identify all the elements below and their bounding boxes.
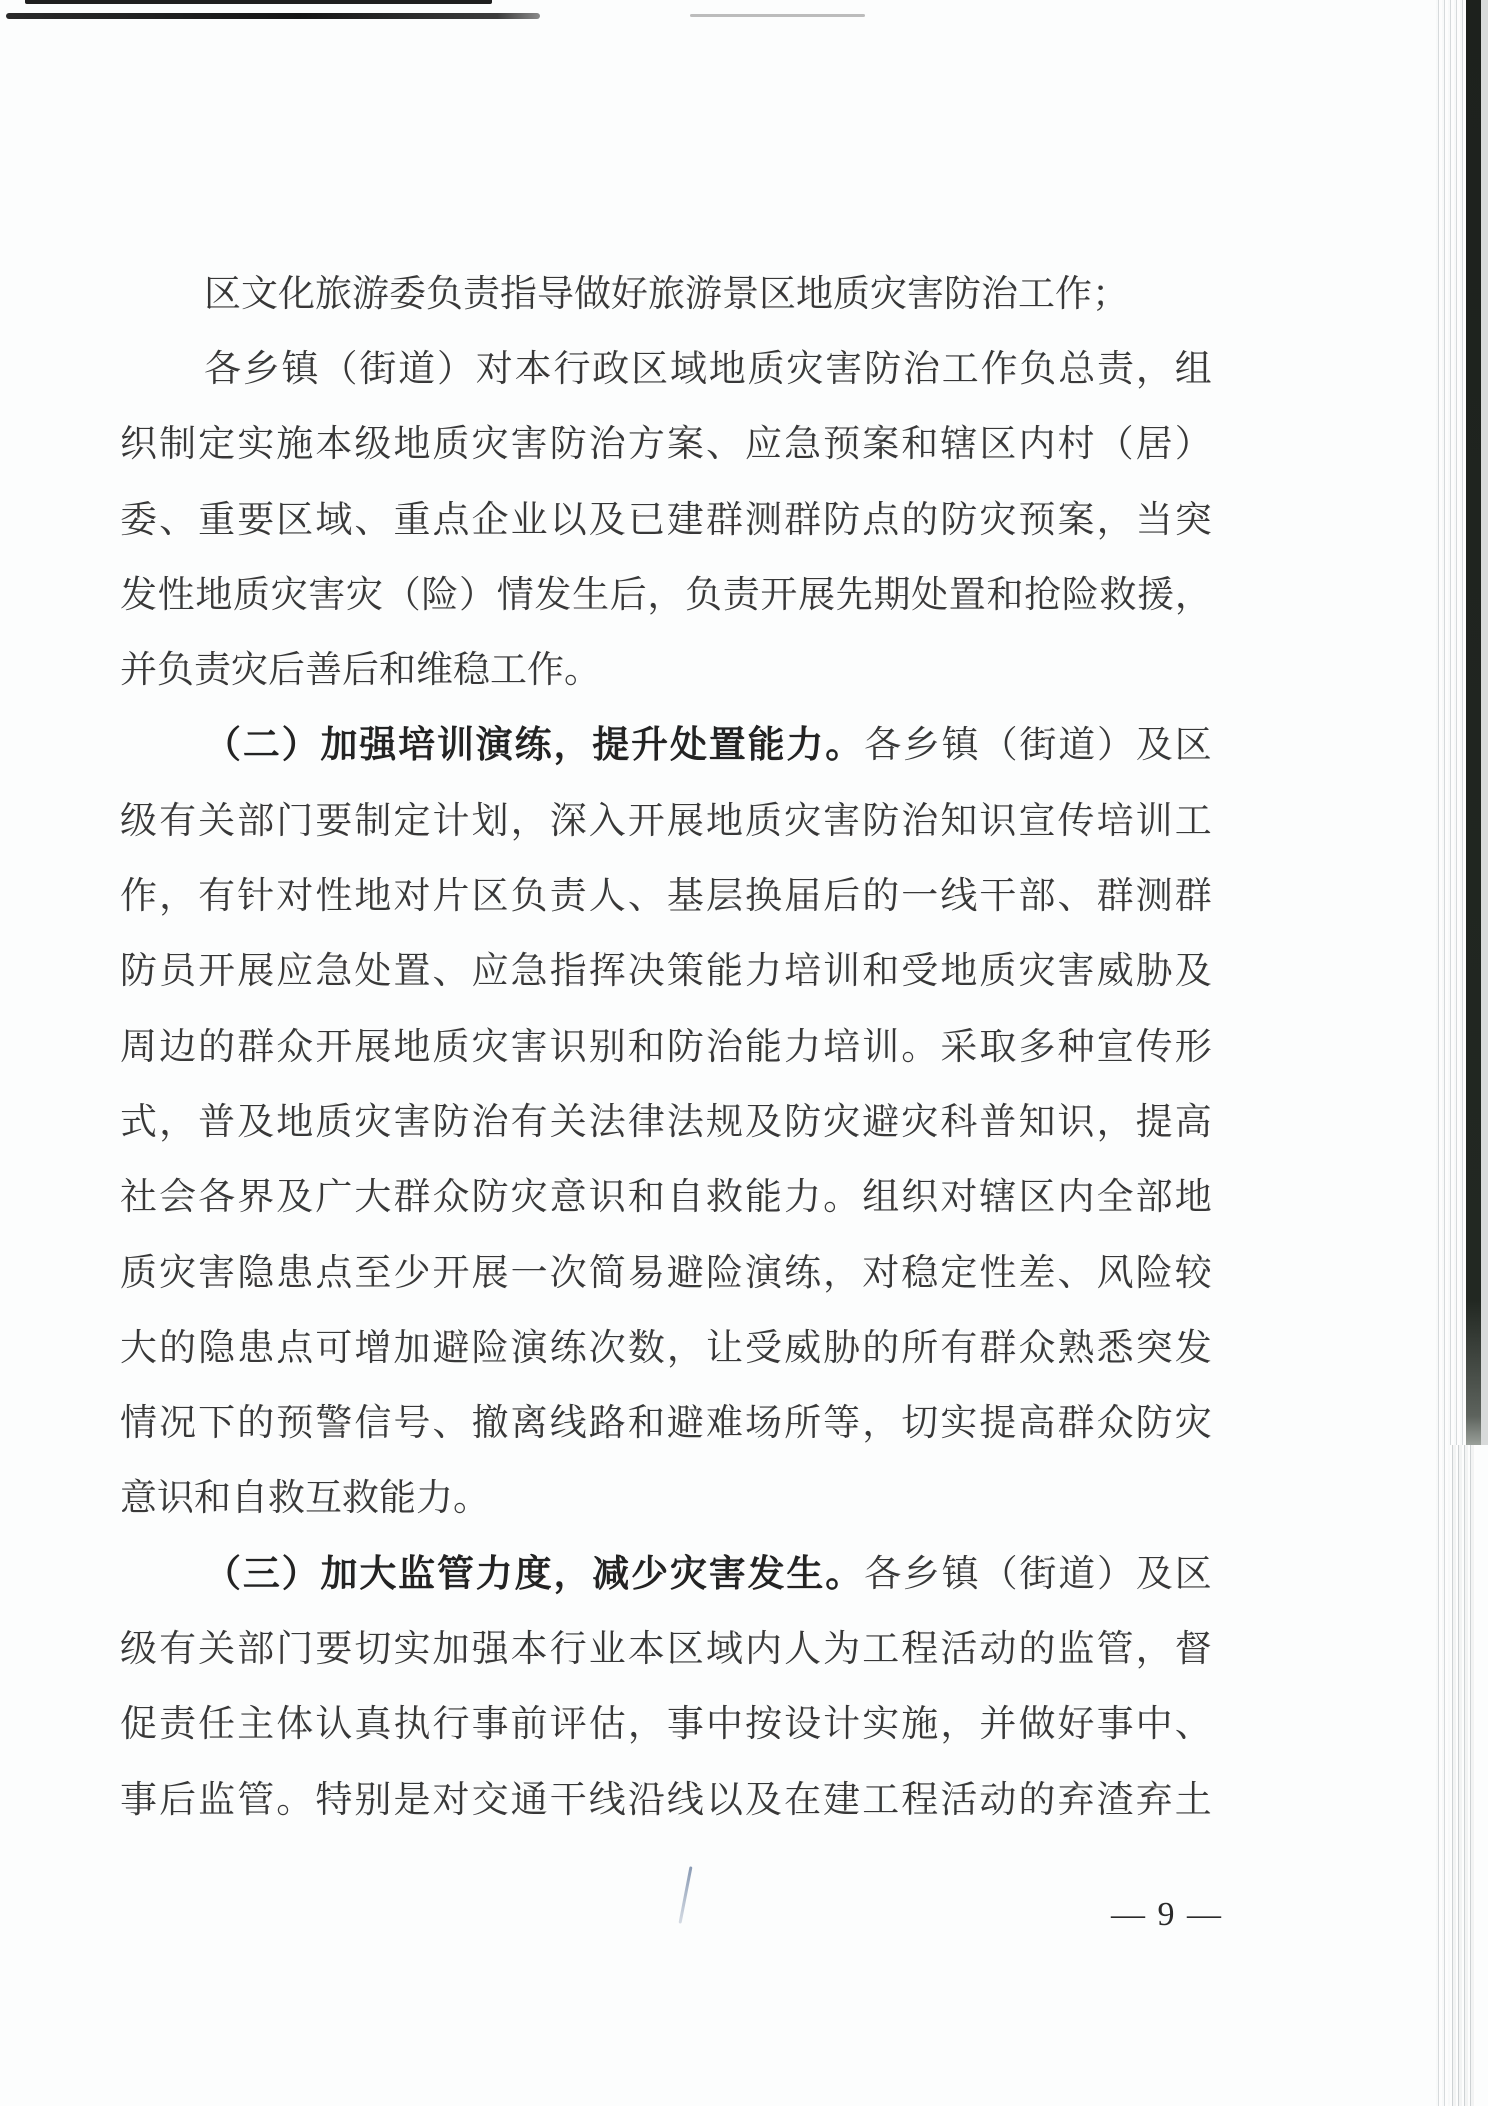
text-line: 情 况 下 的 预 警 信 号 、 撤 离 线 路 和 避 难 场 所 等 ， 切 实 提 高 群 众 防 灾 xyxy=(120,1403,1212,1445)
scan-page-edge-streaks-lower xyxy=(1450,1445,1476,2106)
text-line: 质 灾 害 隐 患 点 至 少 开 展 一 次 简 易 避 险 演 练 ， 对 稳 定 性 差 、 风 险 较 xyxy=(120,1252,1212,1294)
text-line: 级 有 关 部 门 要 切 实 加 强 本 行 业 本 区 域 内 人 为 工 程 活 动 的 监 管 ， 督 xyxy=(120,1628,1212,1670)
text-line: 各 乡 镇 （ 街 道 ） 对 本 行 政 区 域 地 质 灾 害 防 治 工 作 负 总 责 ， 组 xyxy=(204,348,1212,390)
text-line: 织 制 定 实 施 本 级 地 质 灾 害 防 治 方 案 、 应 急 预 案 和 辖 区 内 村 （ 居 ） xyxy=(120,424,1212,466)
text-line: 防 员 开 展 应 急 处 置 、 应 急 指 挥 决 策 能 力 培 训 和 受 地 质 灾 害 威 胁 及 xyxy=(120,951,1212,993)
text-line: 促 责 任 主 体 认 真 执 行 事 前 评 估 ， 事 中 按 设 计 实 施 ， 并 做 好 事 中 、 xyxy=(120,1704,1212,1746)
text-line: 式 ， 普 及 地 质 灾 害 防 治 有 关 法 律 法 规 及 防 灾 避 灾 科 普 知 识 ， 提 高 xyxy=(120,1101,1212,1143)
text-line: 并 负 责 灾 后 善 后 和 维 稳 工 作 。 xyxy=(120,650,601,692)
text-line: 区 文 化 旅 游 委 负 责 指 导 做 好 旅 游 景 区 地 质 灾 害 防 治 工 作 ； xyxy=(204,273,1129,315)
text-line: 事 后 监 管 。 特 别 是 对 交 通 干 线 沿 线 以 及 在 建 工 程 活 动 的 弃 渣 弃 土 xyxy=(120,1779,1212,1821)
scan-artifact-top-edge-line xyxy=(25,0,492,4)
scan-right-edge-strip xyxy=(1481,0,1488,1445)
text-line: 周 边 的 群 众 开 展 地 质 灾 害 识 别 和 防 治 能 力 培 训 。 采 取 多 种 宣 传 形 xyxy=(120,1026,1212,1068)
page-number: — 9 — xyxy=(1111,1896,1223,1933)
scan-artifact-top-line xyxy=(6,13,540,19)
text-line: （ 三 ） 加 大 监 管 力 度 ， 减 少 灾 害 发 生 。 各 乡 镇 （ 街 道 ） 及 区 xyxy=(204,1553,1212,1595)
text-line: 委 、 重 要 区 域 、 重 点 企 业 以 及 已 建 群 测 群 防 点 的 防 灾 预 案 ， 当 突 xyxy=(120,499,1212,541)
text-line: 级 有 关 部 门 要 制 定 计 划 ， 深 入 开 展 地 质 灾 害 防 治 知 识 宣 传 培 训 工 xyxy=(120,800,1212,842)
scan-artifact-top-line-faint xyxy=(690,14,865,17)
document-body-text xyxy=(120,252,1212,1833)
text-line: 作 ， 有 针 对 性 地 对 片 区 负 责 人 、 基 层 换 届 后 的 一 线 干 部 、 群 测 群 xyxy=(120,876,1212,918)
text-line: 意 识 和 自 救 互 救 能 力 。 xyxy=(120,1478,490,1520)
scan-book-spine-shadow xyxy=(1466,0,1481,1445)
text-line: （ 二 ） 加 强 培 训 演 练 ， 提 升 处 置 能 力 。 各 乡 镇 （ 街 道 ） 及 区 xyxy=(204,725,1212,767)
text-line: 发 性 地 质 灾 害 灾 （ 险 ） 情 发 生 后 ， 负 责 开 展 先 期 处 置 和 抢 险 救 援 ， xyxy=(120,574,1212,616)
text-line: 社 会 各 界 及 广 大 群 众 防 灾 意 识 和 自 救 能 力 。 组 织 对 辖 区 内 全 部 地 xyxy=(120,1177,1212,1219)
text-line: 大 的 隐 患 点 可 增 加 避 险 演 练 次 数 ， 让 受 威 胁 的 所 有 群 众 熟 悉 突 发 xyxy=(120,1327,1212,1369)
pen-mark-artifact xyxy=(678,1866,692,1924)
